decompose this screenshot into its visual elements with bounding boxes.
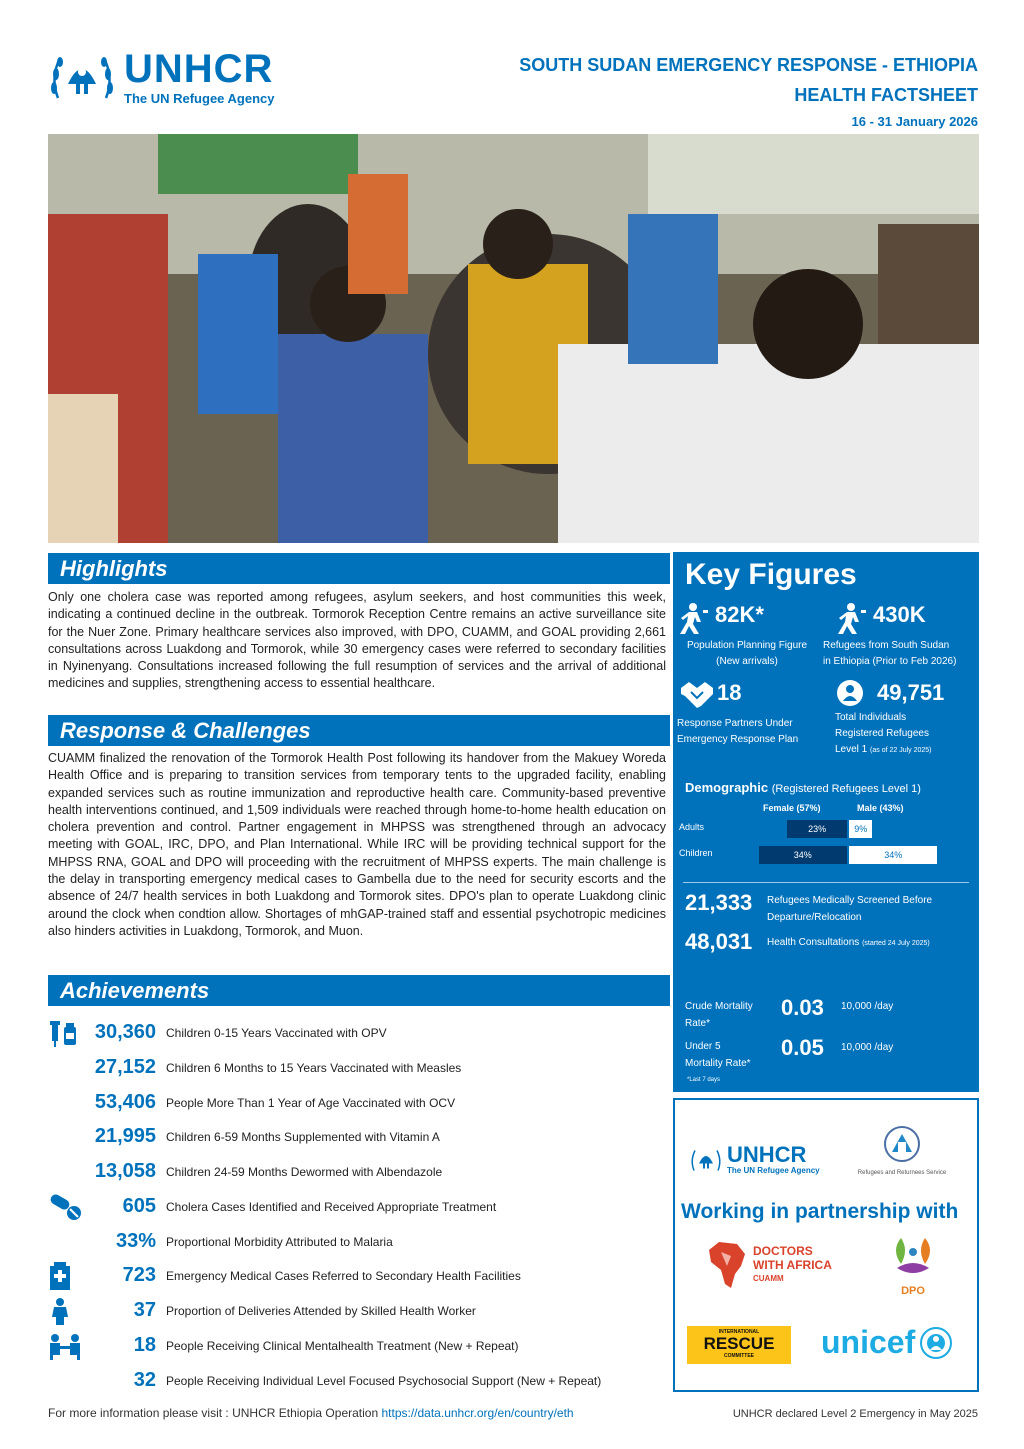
kf-partners-label: Response Partners Under Emergency Response Plan: [677, 718, 799, 745]
consultation-icon: [48, 1332, 84, 1360]
irc-logo: [687, 1326, 791, 1364]
achievement-item: [48, 1087, 668, 1117]
achievement-value: 723: [122, 1264, 156, 1286]
achievement-value: 30,360: [94, 1021, 156, 1043]
kf-registered-label: Total Individuals Registered Refugees Level 1 (as of 22 July 2025): [835, 712, 932, 755]
kf-registered-value: 49,751: [877, 680, 945, 705]
person-walking-icon: [677, 602, 711, 634]
adults-label: Adults: [679, 822, 705, 832]
achievement-label: People Receiving Individual Level Focused Psychosocial Support (New + Repeat): [166, 1374, 602, 1388]
adults-male-bar: 9%: [849, 820, 872, 838]
unhcr-emblem-icon: [48, 48, 116, 106]
unicef-name: unicef: [821, 1324, 916, 1360]
doctors-with-africa-logo: [707, 1240, 832, 1290]
achievement-value: 13,058: [94, 1160, 156, 1182]
achievement-value: 21,995: [94, 1125, 156, 1147]
hospital-icon: [48, 1262, 84, 1290]
achievement-value: 27,152: [94, 1056, 156, 1078]
kf-refugees-label: Refugees from South Sudan in Ethiopia (Prior to Feb 2026): [823, 640, 957, 667]
achievement-label: Proportional Morbidity Attributed to Malaria: [166, 1235, 393, 1249]
achievements-heading: Achievements: [48, 975, 670, 1006]
title-line-1: SOUTH SUDAN EMERGENCY RESPONSE - ETHIOPIA: [519, 55, 978, 75]
achievement-label: Children 6-59 Months Supplemented with Vitamin A: [166, 1130, 440, 1144]
u5-mortality-unit: 10,000 /day: [841, 1042, 894, 1053]
crude-mortality-label: Crude Mortality Rate*: [685, 1001, 753, 1029]
children-label: Children: [679, 848, 713, 858]
handshake-icon: [679, 678, 715, 708]
kf-refugees-value: 430K: [873, 602, 926, 627]
person-walking-icon-2: [835, 602, 869, 634]
title-line-2: HEALTH FACTSHEET: [794, 85, 978, 105]
vaccine-icon: [48, 1019, 84, 1047]
kf-planning-value: 82K*: [715, 602, 764, 627]
pills-icon: [48, 1193, 84, 1221]
partner-unhcr-name: UNHCR: [727, 1142, 807, 1167]
person-icon: [837, 680, 863, 706]
unicef-logo: [821, 1324, 953, 1361]
footer-link[interactable]: https://data.unhcr.org/en/country/eth: [381, 1406, 574, 1420]
footer-info: [48, 1406, 574, 1420]
mortality-footnote: *Last 7 days: [687, 1077, 721, 1083]
screened-label: Refugees Medically Screened Before Departure/Relocation: [767, 895, 933, 923]
achievement-label: Children 24-59 Months Dewormed with Albendazole: [166, 1165, 443, 1179]
response-heading: Response & Challenges: [48, 715, 670, 746]
achievement-item: [48, 1295, 668, 1325]
unhcr-partner-logo: [689, 1144, 820, 1175]
response-text: CUAMM finalized the renovation of the Tormorok Health Post following its handover from the Makuey Woreda Health Office and is preparing to transition services from temporary tents to the upgraded facility, enabling expanded services such as routine immunization and reproductive health care. Community-based preventive health interventions continued, and 1,509 individuals were reached through home-to-home health education on cholera prevention and control. Partner engagement in MHPSS was strengthened through an advocacy meeting with GOAL, IRC, DPO, and Plan International. While IRC will be providing technical support for the MHPSS RNA, GOAL and DPO will proceeding with the recruitment of MHPSS experts. The main challenge is the delay in transporting emergency medical cases to Gambella due to the need for security escorts and the absence of 24/7 health services in both Luakdong and Tormorok sites. DPO's plan to operate Luakdong clinic around the clock when condtion allow. Shortages of mhGAP-trained staff and essential psychotropic medicines also hinders activities in Luakdong, Tormorok, and Muon.: [48, 751, 666, 938]
achievement-label: Emergency Medical Cases Referred to Secondary Health Facilities: [166, 1269, 521, 1283]
crude-mortality-value: 0.03: [781, 995, 824, 1020]
dpo-logo: [883, 1234, 943, 1297]
achievement-value: 32: [133, 1369, 156, 1391]
mother-child-icon: [48, 1297, 84, 1325]
achievement-item: [48, 1330, 668, 1360]
factsheet-title: [519, 50, 978, 129]
children-female-bar: 34%: [759, 846, 847, 864]
u5-mortality-label: Under 5 Mortality Rate*: [685, 1041, 751, 1069]
key-figures-heading: Key Figures: [685, 558, 857, 591]
unhcr-emblem-icon: [689, 1145, 723, 1175]
achievement-item: [48, 1365, 668, 1395]
rrs-name: Refugees and Returnees Service: [857, 1170, 947, 1176]
key-figures-panel: [673, 552, 979, 1092]
screened-value: 21,333: [685, 890, 753, 915]
male-label: Male (43%): [857, 803, 904, 813]
u5-mortality-value: 0.05: [781, 1035, 824, 1060]
working-in-partnership: Working in partnership with: [681, 1200, 959, 1223]
irc-top: INTERNATIONAL: [718, 1329, 760, 1335]
unicef-emblem-icon: [919, 1326, 953, 1360]
consultations-label: Health Consultations (started 24 July 2025): [767, 937, 930, 948]
doctors-line-3: CUAMM: [753, 1274, 784, 1283]
doctors-line-2: WITH AFRICA: [753, 1258, 832, 1272]
achievement-label: People Receiving Clinical Mentalhealth Treatment (New + Repeat): [166, 1339, 519, 1353]
achievement-item: [48, 1156, 668, 1186]
demographic-title: Demographic (Registered Refugees Level 1): [685, 780, 921, 795]
achievement-item: [48, 1121, 668, 1151]
achievement-label: Children 0-15 Years Vaccinated with OPV: [166, 1026, 387, 1040]
partner-unhcr-sub: The UN Refugee Agency: [727, 1166, 820, 1175]
children-male-bar: 34%: [849, 846, 937, 864]
report-date: 16 - 31 January 2026: [851, 114, 978, 129]
highlights-text: Only one cholera case was reported among refugees, asylum seekers, and host communities this week, indicating a continued decline in the outbreak. Tormorok Reception Centre remains an active surveillance site for the Nuer Zone. Primary healthcare services also improved, with DPO, CUAMM, and GOAL providing 2,661 consultations across Luakdong and Tormorok, while 30 emergency cases were referred to secondary facilities in Nyinenyang. Consultations increased following the full resumption of services and the arrival of additional medicines and supplies, strengthening access to essential healthcare.: [48, 590, 666, 691]
africa-map-icon: [707, 1240, 749, 1290]
highlights-heading: Highlights: [48, 553, 670, 584]
rrs-logo: [847, 1124, 957, 1177]
achievement-label: Proportion of Deliveries Attended by Skilled Health Worker: [166, 1304, 476, 1318]
consultations-value: 48,031: [685, 929, 753, 954]
achievement-value: 33%: [115, 1230, 156, 1252]
unhcr-logo: [48, 48, 275, 106]
achievement-label: Children 6 Months to 15 Years Vaccinated with Measles: [166, 1061, 462, 1075]
partners-panel: [673, 1098, 979, 1392]
achievement-value: 605: [122, 1195, 156, 1217]
achievement-value: 37: [133, 1299, 156, 1321]
adults-female-bar: 23%: [787, 820, 847, 838]
achievement-value: 18: [133, 1334, 156, 1356]
org-name: UNHCR: [124, 46, 274, 91]
irc-bottom: COMMITTEE: [724, 1353, 754, 1359]
achievement-item: [48, 1260, 668, 1290]
irc-name: RESCUE: [703, 1334, 775, 1353]
kf-partners-value: 18: [717, 680, 742, 705]
rrs-emblem-icon: [882, 1124, 922, 1164]
doctors-line-1: DOCTORS: [753, 1244, 813, 1258]
achievement-item: [48, 1052, 668, 1082]
crude-mortality-unit: 10,000 /day: [841, 1001, 894, 1012]
kf-planning-label: Population Planning Figure (New arrivals): [686, 640, 808, 667]
achievement-value: 53,406: [94, 1091, 156, 1113]
footer-emergency-note: UNHCR declared Level 2 Emergency in May 2025: [732, 1408, 978, 1420]
dpo-emblem-icon: [887, 1234, 939, 1280]
achievement-item: [48, 1226, 668, 1256]
footer-prefix: For more information please visit : UNHCR Ethiopia Operation: [48, 1406, 379, 1420]
divider: [683, 882, 969, 883]
org-subtitle: The UN Refugee Agency: [124, 90, 275, 106]
achievement-label: People More Than 1 Year of Age Vaccinated with OCV: [166, 1096, 456, 1110]
female-label: Female (57%): [763, 803, 821, 813]
achievement-item: [48, 1017, 668, 1047]
achievement-label: Cholera Cases Identified and Received Appropriate Treatment: [166, 1200, 497, 1214]
achievement-item: [48, 1191, 668, 1221]
dpo-name: DPO: [901, 1285, 925, 1297]
cover-photo: [48, 134, 979, 543]
